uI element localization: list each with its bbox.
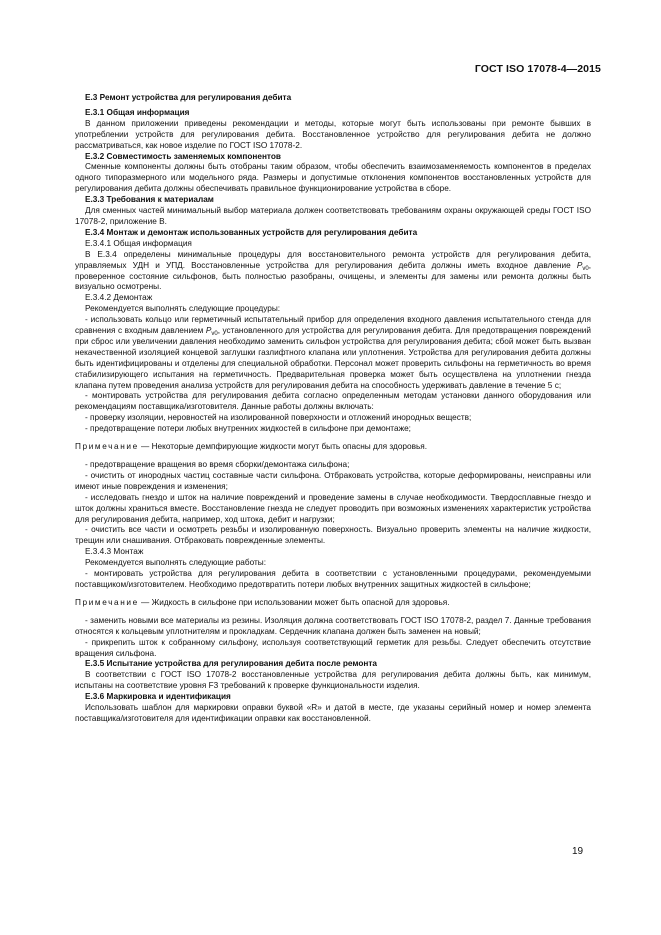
- list-item: - монтировать устройства для регулирования дебита согласно определенным методам установки данного оборудования или рекомендациям поставщика/изготовителя. Данные работы должны включать:: [75, 391, 591, 412]
- symbol-subscript: v0: [582, 265, 589, 272]
- list-item: - очистить от инородных частиц составные части сильфона. Отбраковать устройства, которые деформированы, неисправны или имеют иные повреждения и изменения;: [75, 470, 591, 491]
- symbol-subscript: v0: [211, 331, 218, 338]
- sub-subsection-title: Е.3.4.2 Демонтаж: [85, 293, 153, 303]
- note: [75, 598, 591, 609]
- list-item: - предотвращение потери любых внутренних жидкостей в сильфоне при демонтаже;: [85, 424, 411, 434]
- list-item: - предотвращение вращения во время сборки/демонтажа сильфона;: [85, 460, 350, 469]
- paragraph: Рекомендуется выполнять следующие работы:: [85, 558, 267, 568]
- document-header: ГОСТ ISO 17078-4—2015: [474, 63, 601, 75]
- list-item: [75, 315, 591, 391]
- paragraph: Сменные компоненты должны быть отобраны таким образом, чтобы обеспечить взаимозаменяемость компонентов в пределах одного типоразмерного или модельного ряда. Размеры и допустимые отклонения компонентов восстановленных устройств для регулирования дебита должны обеспечивать правильное функционирование устройства в сборе.: [75, 162, 591, 194]
- text-run: В Е.3.4 определены минимальные процедуры для восстановительного ремонта устройств для регулирования дебита, управляемых УДН и УПД. Восстановленные устройства для регулирования дебита должны иметь входное давление: [75, 249, 591, 270]
- subsection-title: Е.3.4 Монтаж и демонтаж использованных устройств для регулирования дебита: [85, 227, 418, 237]
- note-text: — Жидкость в сильфоне при использовании может быть опасной для здоровья.: [138, 597, 450, 607]
- page-number: 19: [572, 846, 584, 857]
- section-title: Е.3 Ремонт устройства для регулирования дебита: [85, 93, 292, 102]
- text-run: - использовать кольцо или герметичный испытательный прибор для определения входного давления испытательного стенда для сравнения с входным давлением: [75, 315, 591, 336]
- paragraph: В данном приложении приведены рекомендации и методы, которые могут быть использованы при ремонте бывших в употреблении устройств для регулирования дебита. Восстановленное устройство для регулирования дебита не должно рассматриваться, как новое изделие по ГОСТ ISO 17078-2.: [75, 118, 591, 150]
- note: [75, 442, 591, 453]
- paragraph: В соответствии с ГОСТ ISO 17078-2 восстановленные устройства для регулирования дебита должны быть, как минимум, испытаны на соответствие уровня F3 требований к проверке функциональности изделия.: [75, 670, 591, 691]
- subsection-title: Е.3.1 Общая информация: [85, 107, 190, 117]
- list-item: - прикрепить шток к собранному сильфону, используя соответствующий герметик для резьбы. Следует обеспечить отсутствие вращения сильфона.: [75, 637, 591, 658]
- text-run: , проверенное состояние сильфонов, быть полностью разобраны, очищены, и элементы для замены или ремонта должны быть визуально осмотрены.: [75, 260, 591, 292]
- sub-subsection-title: Е.3.4.1 Общая информация: [85, 238, 192, 248]
- paragraph: [75, 250, 591, 294]
- note-label: Примечание: [75, 597, 139, 607]
- subsection-title: Е.3.6 Маркировка и идентификация: [85, 692, 231, 702]
- page-body: [75, 93, 591, 725]
- symbol-p: P: [205, 326, 212, 336]
- subsection-title: Е.3.2 Совместимость заменяемых компонентов: [85, 151, 281, 161]
- note-label: Примечание: [75, 442, 139, 452]
- paragraph: Рекомендуется выполнять следующие процедуры:: [85, 304, 281, 314]
- note-text: — Некоторые демпфирующие жидкости могут быть опасны для здоровья.: [138, 442, 428, 452]
- list-item: - исследовать гнездо и шток на наличие повреждений и проведение замены в случае необходимости. Твердосплавные гнездо и шток должны храниться вместе. Восстановление гнезда не следует проводить при возможных изменениях характеристик устройства для регулирования дебита, например, ход штока, дебит и нагрузки;: [75, 492, 591, 524]
- list-item: - монтировать устройства для регулирования дебита в соответствии с установленными процедурами, рекомендуемыми поставщиком/изготовителем. Необходимо предотвратить потери любых внутренних защитных жидкостей в сильфоне;: [75, 569, 591, 589]
- text-run: , установленного для устройства для регулирования дебита. Для предотвращения повреждений при сброс или увеличении давления необходимо заменить сильфон устройства для регулирования дебита; сбой может быть вызван некачественной изоляцией концевой заглушки газлифтного клапана или уплотнения. Устройства для регулирования дебита должны быть идентифицированы и отделены для специальной обработки. Персонал может проверить сильфоны на герметичность во время стабилизирующего испытания на герметичность. Предварительная проверка может быть осуществлена на уплотнении гнезда клапана путем проведения анализа устройств для регулирования дебита на способность удерживать давление в течение 5 с;: [75, 326, 591, 390]
- subsection-title: Е.3.5 Испытание устройства для регулирования дебита после ремонта: [85, 659, 378, 669]
- list-item: - проверку изоляции, неровностей на изолированной поверхности и отложений инородных веществ;: [85, 413, 472, 423]
- list-item: - очистить все части и осмотреть резьбы и изолированную поверхность. Визуально проверить элементы на наличие жидкости, трещин или снашивания. Отбраковать поврежденные элементы.: [75, 525, 591, 546]
- subsection-title: Е.3.3 Требования к материалам: [85, 195, 214, 205]
- list-item: - заменить новыми все материалы из резины. Изоляция должна соответствовать ГОСТ ISO 17078-2, раздел 7. Данные требования относятся к кольцевым уплотнителям и прокладкам. Сердечник клапана должен быть заменен на новый;: [75, 615, 591, 636]
- symbol-p: P: [576, 260, 583, 270]
- paragraph: Использовать шаблон для маркировки оправки буквой «R» и датой в месте, где указаны серийный номер и номер элемента поставщика/изготовителя для идентификации оправки как восстановленной.: [75, 703, 591, 723]
- paragraph: Для сменных частей минимальный выбор материала должен соответствовать требованиям охраны окружающей среды ГОСТ ISO 17078-2, приложение В.: [75, 206, 591, 226]
- sub-subsection-title: Е.3.4.3 Монтаж: [85, 547, 144, 557]
